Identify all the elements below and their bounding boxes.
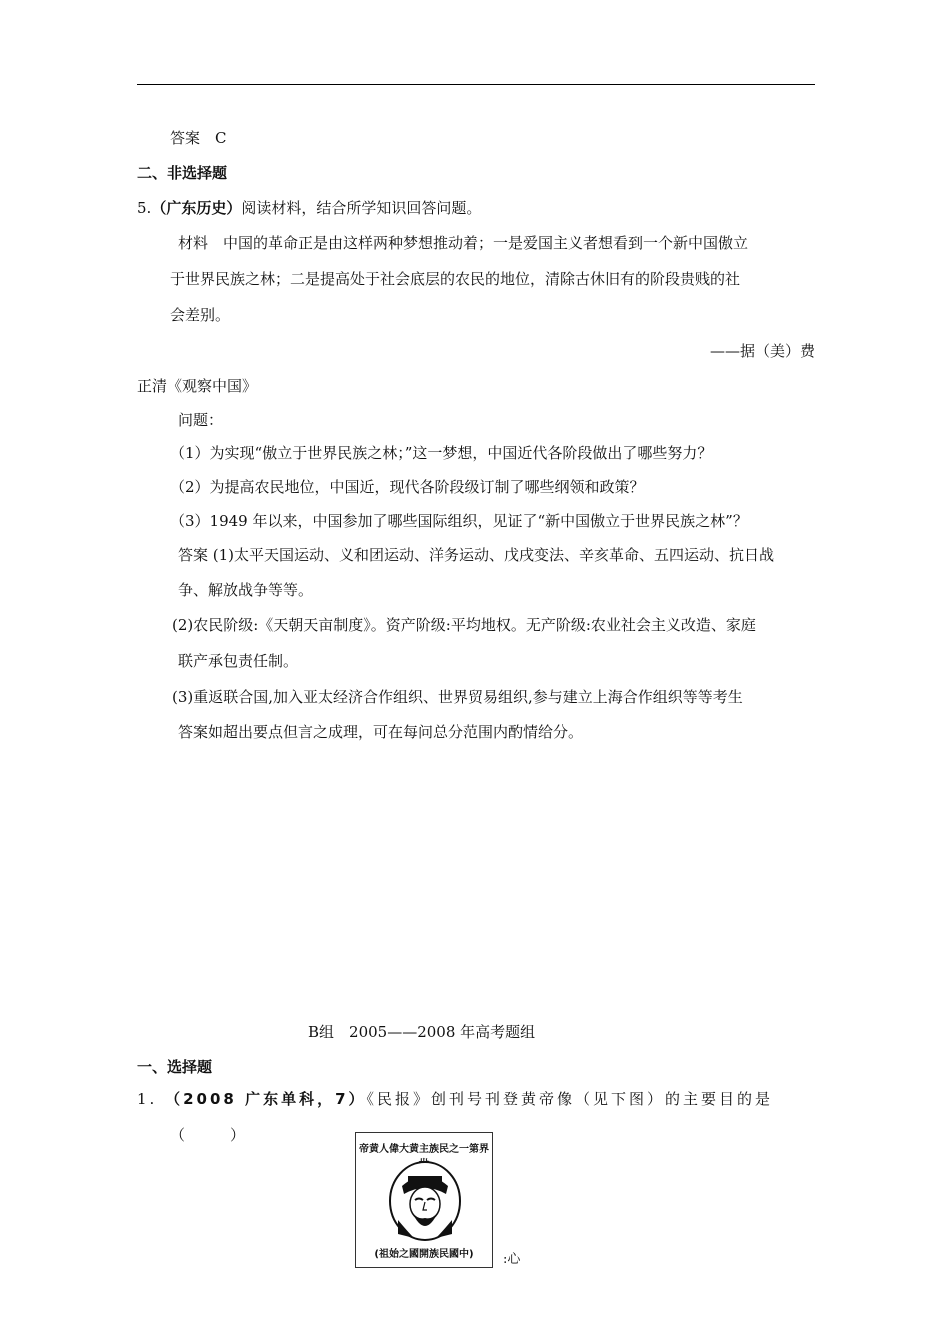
- trailing-text: 心: [507, 1252, 521, 1267]
- citation: ——据（美）费: [709, 342, 815, 360]
- question-stem: 阅读材料，结合所学知识回答问题。: [241, 199, 482, 217]
- question-source: （广东历史）: [151, 199, 242, 217]
- question-source: （2008 广东单科，7）: [165, 1090, 367, 1108]
- question-stem: 《民报》创刊号刊登黄帝像（见下图）的主要目的是: [366, 1090, 774, 1108]
- question-number: 1.: [137, 1090, 158, 1108]
- answer-line: 联产承包责任制。: [178, 652, 299, 670]
- citation-continued: 正清《观察中国》: [137, 377, 258, 395]
- previous-answer: 答案 C: [170, 129, 227, 147]
- material-line: 会差别。: [170, 306, 231, 324]
- yellow-emperor-portrait-figure: [355, 1132, 493, 1268]
- section-title-nonchoice: 二、非选择题: [137, 164, 228, 182]
- material-line: 于世界民族之林；二是提高处于社会底层的农民的地位，清除古休旧有的阶段贵贱的社: [170, 270, 741, 288]
- question-5-header: [137, 198, 481, 218]
- sub-question: （1）为实现“傲立于世界民族之林；”这一梦想，中国近代各阶段做出了哪些努力？: [170, 444, 713, 462]
- yellow-emperor-portrait: [388, 1160, 462, 1242]
- answer-line: (2)农民阶级:《天朝天亩制度》。资产阶级:平均地权。无产阶级:农业社会主义改造、家庭: [172, 616, 756, 634]
- figure-bottom-caption: (祖始之國開族民國中): [374, 1249, 474, 1260]
- answer-blank: （ ）: [170, 1126, 246, 1144]
- sub-question: （3）1949 年以来，中国参加了哪些国际组织，见证了“新中国傲立于世界民族之林”？: [170, 512, 748, 530]
- questions-label: 问题：: [178, 411, 224, 429]
- sub-question: （2）为提高农民地位，中国近，现代各阶段级订制了哪些纲领和政策？: [170, 478, 645, 496]
- answer-line: (3)重返联合国,加入亚太经济合作组织、世界贸易组织,参与建立上海合作组织等等考生: [172, 688, 743, 706]
- figure-top-caption: 帝黄人偉大黄主族民之一第界: [359, 1144, 489, 1155]
- group-title: B组 2005——2008 年高考题组: [308, 1023, 536, 1041]
- question-number: 5.: [137, 199, 152, 217]
- answer-line: 答案如超出要点但言之成理，可在每问总分范围内酌情给分。: [178, 723, 584, 741]
- header-rule: [137, 84, 815, 85]
- answer-line: 答案 (1)太平天国运动、义和团运动、洋务运动、戊戌变法、辛亥革命、五四运动、抗日战: [178, 546, 775, 564]
- material-line: 材料 中国的革命正是由这样两种梦想推动着；一是爱国主义者想看到一个新中国傲立: [178, 234, 749, 252]
- trailing-fragment: :心: [503, 1252, 521, 1267]
- section-title-choice: 一、选择题: [137, 1058, 213, 1076]
- question-1-header: [137, 1089, 773, 1109]
- answer-line: 争、解放战争等等。: [178, 581, 314, 599]
